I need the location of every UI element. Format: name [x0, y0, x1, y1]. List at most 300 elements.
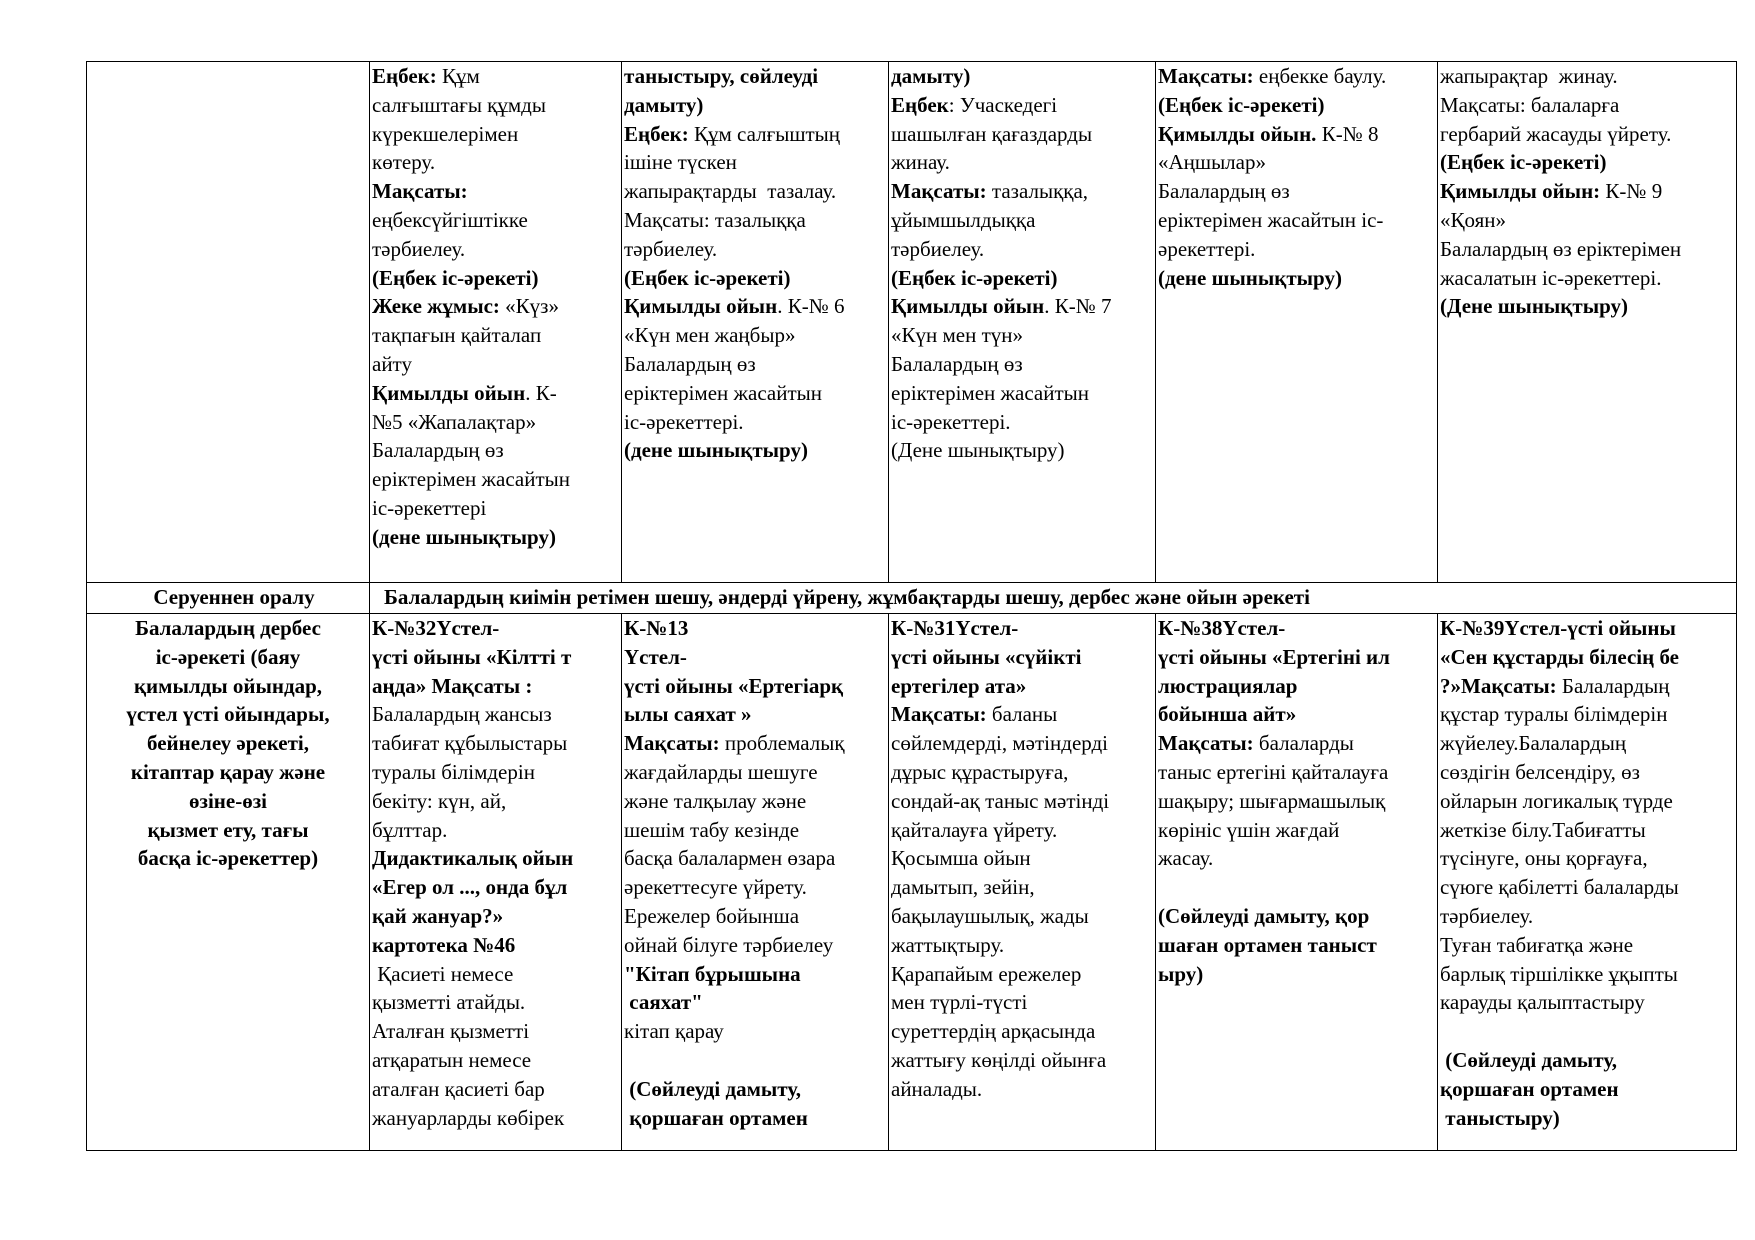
text-run: еңбекке баулу. — [1253, 64, 1387, 88]
table-cell — [1438, 62, 1737, 583]
text-run: аңда» Мақсаты : — [372, 673, 533, 698]
text-run: басқа іс-әрекеттер) — [137, 846, 319, 871]
text-line — [891, 379, 1155, 408]
text-line — [372, 235, 621, 264]
text-line — [372, 729, 621, 758]
text-line — [372, 758, 621, 787]
text-line — [1440, 931, 1736, 960]
text-line — [372, 931, 621, 960]
text-line — [372, 350, 621, 379]
text-run: жаттықтыру. — [891, 932, 1005, 957]
text-run: Еңбек: — [372, 64, 437, 88]
text-line — [1158, 758, 1437, 787]
text-run: сөйлемдерді, мәтіндерді — [891, 731, 1109, 756]
text-line — [1440, 700, 1736, 729]
text-line — [624, 960, 888, 989]
text-line — [1440, 787, 1736, 816]
text-line — [891, 816, 1155, 845]
text-line — [372, 816, 621, 845]
text-run: дамытып, зейін, — [891, 875, 1035, 900]
text-run: Мақсаты: — [372, 179, 468, 204]
text-line — [91, 700, 365, 729]
text-line — [891, 120, 1155, 149]
table-cell — [1438, 614, 1737, 1151]
text-line — [624, 120, 888, 149]
text-run: қызмет ету, тағы — [147, 817, 309, 842]
text-run: жасау. — [1158, 846, 1214, 871]
text-line — [891, 614, 1155, 643]
text-line — [891, 91, 1155, 120]
text-run: құстар туралы білімдерін — [1440, 702, 1668, 727]
text-line — [372, 902, 621, 931]
text-line — [1440, 672, 1736, 701]
text-line — [624, 177, 888, 206]
text-run: (Еңбек іс-әрекеті) — [624, 265, 791, 290]
text-run: «Күн мен түн» — [891, 323, 1024, 348]
text-run: баланы — [986, 702, 1058, 727]
text-line — [624, 408, 888, 437]
text-run: тәрбиелеу. — [891, 236, 985, 261]
text-line — [624, 787, 888, 816]
text-line — [624, 264, 888, 293]
text-run: шашылған қағаздарды — [891, 121, 1093, 146]
text-run: тазалыққа, — [986, 179, 1089, 204]
text-run: тәрбиелеу. — [1440, 903, 1534, 928]
text-run: жаттығу көңілді ойынға — [891, 1047, 1107, 1072]
text-line — [1158, 148, 1437, 177]
text-line — [624, 62, 888, 91]
text-run: Мақсаты: балаларға — [1440, 92, 1620, 117]
schedule-table — [86, 61, 1737, 1151]
text-run: дұрыс құрастыруға, — [891, 759, 1069, 784]
text-run: Қасиеті немесе — [372, 961, 514, 986]
text-run: (Еңбек іс-әрекеті) — [372, 265, 539, 290]
text-line — [1158, 844, 1437, 873]
text-run: еріктерімен жасайтын іс- — [1158, 207, 1384, 232]
text-line — [91, 729, 365, 758]
text-run: Қимылды ойын. — [1158, 121, 1317, 146]
text-line — [1158, 177, 1437, 206]
text-run: (Еңбек іс-әрекеті) — [891, 265, 1058, 290]
text-run: ішіне түскен — [624, 150, 737, 175]
text-line — [624, 902, 888, 931]
text-run: және талқылау және — [624, 788, 807, 813]
text-run: №5 «Жапалақтар» — [372, 409, 537, 434]
text-line — [1158, 62, 1437, 91]
text-line — [372, 436, 621, 465]
text-line — [1158, 672, 1437, 701]
text-line — [372, 379, 621, 408]
text-line — [624, 816, 888, 845]
text-run: (Еңбек іс-әрекеті) — [1440, 150, 1607, 175]
text-run: К-№ 9 — [1600, 179, 1663, 204]
table-cell — [889, 614, 1156, 1151]
text-run: көрініс үшін жағдай — [1158, 817, 1340, 842]
text-line — [372, 91, 621, 120]
text-run: «Аңшылар» — [1158, 150, 1266, 175]
text-run: карауды қалыптастыру — [1440, 990, 1645, 1015]
text-line — [891, 235, 1155, 264]
text-run: қимылды ойындар, — [133, 673, 323, 698]
text-run: (дене шынықтыру) — [1158, 265, 1342, 290]
text-run: атқаратын немесе — [372, 1047, 532, 1072]
text-run: Балалардың дербес — [135, 616, 321, 640]
text-run: : Учаскедегі — [948, 92, 1058, 117]
text-run: күрекшелерімен — [372, 121, 519, 146]
text-line — [624, 1104, 888, 1133]
text-run: табиғат құбылыстары — [372, 731, 568, 756]
text-line — [1158, 902, 1437, 931]
text-run: «Күн мен жаңбыр» — [624, 323, 796, 348]
text-line — [624, 350, 888, 379]
text-line — [624, 91, 888, 120]
text-line — [891, 844, 1155, 873]
text-run: проблемалық — [719, 731, 845, 756]
text-line — [1440, 62, 1736, 91]
text-line — [1440, 235, 1736, 264]
text-run: дамыту) — [624, 92, 704, 117]
text-line — [1440, 614, 1736, 643]
text-line — [372, 672, 621, 701]
text-line — [372, 988, 621, 1017]
text-run: Туған табиғатқа және — [1440, 932, 1634, 957]
text-run: шешім табу кезінде — [624, 817, 800, 842]
text-line — [891, 1046, 1155, 1075]
text-line — [1440, 643, 1736, 672]
text-line — [891, 758, 1155, 787]
text-line — [624, 614, 888, 643]
text-run: Балалардың жансыз — [372, 702, 552, 727]
text-line — [891, 988, 1155, 1017]
text-line — [372, 408, 621, 437]
text-run: ертегілер ата» — [891, 673, 1027, 698]
text-run: жасалатын іс-әрекеттері. — [1440, 265, 1662, 290]
text-run: кітап қарау — [624, 1019, 724, 1044]
text-run: айту — [372, 351, 412, 376]
text-run: Қимылды ойын — [891, 294, 1045, 319]
text-line — [1440, 177, 1736, 206]
text-run: тақпағын қайталап — [372, 323, 542, 348]
table-row — [87, 62, 1737, 583]
text-line — [624, 436, 888, 465]
text-run: «Күз» — [499, 294, 559, 319]
text-line — [891, 672, 1155, 701]
text-run: Мақсаты: тазалыққа — [624, 207, 806, 232]
text-line — [624, 873, 888, 902]
text-run: Қимылды ойын — [624, 294, 778, 319]
text-run: «Сен құстарды білесің бе — [1440, 644, 1679, 669]
text-line — [372, 494, 621, 523]
text-run: таныстыру) — [1440, 1105, 1560, 1130]
text-line — [91, 614, 365, 643]
text-run: Қимылды ойын: — [1440, 179, 1601, 204]
text-run: Балалардың өз — [372, 438, 504, 463]
text-line — [1158, 206, 1437, 235]
text-line — [891, 700, 1155, 729]
text-line — [372, 120, 621, 149]
text-line — [1158, 235, 1437, 264]
text-line — [624, 1046, 888, 1075]
table-cell — [622, 614, 889, 1151]
text-line — [624, 988, 888, 1017]
text-line — [891, 436, 1155, 465]
text-line — [1440, 960, 1736, 989]
merged-cell: Балалардың киімін ретімен шешу, әндерді үйрену, жұмбақтарды шешу, дербес және ойын әрекеті — [370, 583, 1737, 614]
text-line — [372, 292, 621, 321]
text-line — [372, 873, 621, 902]
text-run: кітаптар қарау және — [130, 759, 326, 784]
text-run: . К-№ 6 — [777, 294, 845, 319]
text-line — [372, 148, 621, 177]
text-line — [624, 672, 888, 701]
text-run: іс-әрекеттері. — [624, 409, 744, 434]
text-run: Қосымша ойын — [891, 846, 1031, 871]
text-run: ойларын логикалық түрде — [1440, 788, 1673, 813]
text-line — [1440, 1017, 1736, 1046]
text-line — [624, 148, 888, 177]
text-line — [372, 206, 621, 235]
text-line — [624, 758, 888, 787]
text-line — [372, 62, 621, 91]
text-run: "Кітап бұрышына — [624, 961, 801, 986]
text-run: әрекеттері. — [1158, 236, 1256, 261]
text-line — [624, 931, 888, 960]
text-line — [624, 1017, 888, 1046]
text-run: барлық тіршілікке ұқыпты — [1440, 961, 1678, 986]
text-line — [103, 583, 365, 612]
text-line — [372, 700, 621, 729]
text-line — [1440, 816, 1736, 845]
text-run: (Сөйлеуді дамыту, — [624, 1076, 801, 1101]
text-run: жеткізе білу.Табиғатты — [1440, 817, 1646, 842]
text-line — [372, 465, 621, 494]
text-run: Балалардың өз — [624, 351, 756, 376]
text-run: Серуеннен оралу — [153, 585, 315, 609]
text-run: ойнай білуге тәрбиелеу — [624, 932, 834, 957]
text-run: . К-№ 7 — [1044, 294, 1112, 319]
text-run: салғыштағы құмды — [372, 92, 546, 117]
text-run: Мақсаты: — [624, 731, 720, 756]
text-line — [1158, 787, 1437, 816]
text-line — [1158, 931, 1437, 960]
text-run: К-№31Үстел- — [891, 616, 1019, 640]
row-header-cell — [87, 583, 370, 614]
text-line — [891, 873, 1155, 902]
text-run: қоршаған ортамен — [624, 1105, 808, 1130]
text-line — [624, 844, 888, 873]
text-run: туралы білімдерін — [372, 759, 535, 784]
text-run: К-№32Үстел- — [372, 616, 500, 640]
text-line — [372, 264, 621, 293]
text-run: Құм салғыштың — [688, 121, 841, 146]
text-run: . К- — [525, 380, 557, 405]
text-line — [1440, 148, 1736, 177]
text-line — [891, 960, 1155, 989]
text-line — [372, 960, 621, 989]
text-run: ыру) — [1158, 961, 1204, 986]
text-run: еріктерімен жасайтын — [891, 380, 1090, 405]
text-run: сүюге қабілетті балаларды — [1440, 875, 1679, 900]
text-run: Балалардың өз — [1158, 179, 1290, 204]
text-run: бойынша айт» — [1158, 702, 1297, 727]
text-line — [372, 1075, 621, 1104]
text-run: (Сөйлеуді дамыту, — [1440, 1047, 1617, 1072]
text-line — [624, 729, 888, 758]
text-line — [372, 614, 621, 643]
text-run: «Қоян» — [1440, 207, 1507, 232]
text-run: ?»Мақсаты: — [1440, 673, 1557, 698]
text-run: (Еңбек іс-әрекеті) — [1158, 92, 1325, 117]
text-run: қайталауға үйрету. — [891, 817, 1058, 842]
text-line — [1440, 988, 1736, 1017]
text-run: ылы саяхат » — [624, 702, 752, 727]
text-run: айналады. — [891, 1076, 983, 1101]
text-run: үстел үсті ойындары, — [126, 702, 330, 727]
text-run: әрекеттесуге үйрету. — [624, 875, 807, 900]
text-line — [91, 844, 365, 873]
text-run: жапырақтарды тазалау. — [624, 179, 837, 204]
text-run: (Сөйлеуді дамыту, қор — [1158, 903, 1370, 928]
table-cell — [1156, 62, 1438, 583]
text-line — [1158, 91, 1437, 120]
text-run: Еңбек — [891, 92, 949, 117]
text-run: балаларды — [1253, 731, 1354, 756]
text-run: жапырақтар жинау. — [1440, 64, 1618, 88]
text-run: бейнелеу әрекеті, — [146, 731, 309, 756]
text-line — [624, 643, 888, 672]
text-line — [1158, 873, 1437, 902]
text-run: (дене шынықтыру) — [624, 438, 808, 463]
text-run: қоршаған ортамен — [1440, 1076, 1619, 1101]
table-cell — [370, 62, 622, 583]
text-line — [1440, 120, 1736, 149]
text-run: бекіту: күн, ай, — [372, 788, 507, 813]
text-run: Еңбек: — [624, 121, 689, 146]
text-run: тәрбиелеу. — [624, 236, 718, 261]
text-run: сөздігін белсендіру, өз — [1440, 759, 1640, 784]
text-run: «Егер ол ..., онда бұл — [372, 875, 568, 900]
text-run: жүйелеу.Балалардың — [1440, 731, 1627, 756]
text-line — [1440, 902, 1736, 931]
text-line — [1158, 816, 1437, 845]
text-line — [372, 787, 621, 816]
text-line — [372, 177, 621, 206]
text-line — [372, 1104, 621, 1133]
text-run: Қарапайым ережелер — [891, 961, 1082, 986]
text-run: еріктерімен жасайтын — [624, 380, 823, 405]
text-line — [1440, 1075, 1736, 1104]
text-run: өзіне-өзі — [189, 788, 267, 813]
text-run: картотека №46 — [372, 932, 516, 957]
text-run: іс-әрекеті (баяу — [155, 644, 301, 669]
text-run: Балалардың өз еріктерімен — [1440, 236, 1682, 261]
text-line — [1440, 1046, 1736, 1075]
text-line — [372, 1017, 621, 1046]
text-run: шақыру; шығармашылық — [1158, 788, 1386, 813]
text-line — [1440, 729, 1736, 758]
text-line — [372, 643, 621, 672]
text-run: (Дене шынықтыру) — [891, 438, 1065, 463]
text-line — [1158, 264, 1437, 293]
text-run: Қимылды ойын — [372, 380, 526, 405]
text-run: аталған қасиеті бар — [372, 1076, 545, 1101]
text-line — [891, 902, 1155, 931]
text-line — [891, 931, 1155, 960]
text-run: жинау. — [891, 150, 950, 175]
text-run: Аталған қызметті — [372, 1019, 530, 1044]
text-line — [91, 672, 365, 701]
text-run: көтеру. — [372, 150, 436, 175]
text-run: люстрациялар — [1158, 673, 1298, 698]
text-line — [891, 643, 1155, 672]
text-run: қай жануар?» — [372, 903, 504, 928]
text-run: Мақсаты: — [1158, 731, 1254, 756]
table-row — [87, 614, 1737, 1151]
text-run: Ережелер бойынша — [624, 903, 800, 928]
text-run: К-№39Үстел-үсті ойыны — [1440, 616, 1676, 640]
text-line — [891, 1075, 1155, 1104]
text-run: (дене шынықтыру) — [372, 524, 556, 549]
text-line — [91, 816, 365, 845]
text-line — [624, 235, 888, 264]
text-run: К-№13 — [624, 616, 689, 640]
text-line — [624, 1075, 888, 1104]
text-run: іс-әрекеттері — [372, 495, 487, 520]
text-run: Үстел- — [624, 644, 687, 669]
table-cell — [622, 62, 889, 583]
text-run: үсті ойыны «Кілтті т — [372, 644, 572, 669]
text-line — [1158, 614, 1437, 643]
text-line — [1440, 844, 1736, 873]
text-line — [891, 148, 1155, 177]
text-line — [624, 379, 888, 408]
text-run: шаған ортамен таныст — [1158, 932, 1377, 957]
text-run: (Дене шынықтыру) — [1440, 294, 1629, 319]
text-line — [1158, 960, 1437, 989]
text-run: Балалардың — [1556, 673, 1670, 698]
table-cell — [1156, 614, 1438, 1151]
text-line — [372, 1046, 621, 1075]
text-line — [891, 292, 1155, 321]
text-run: жануарларды көбірек — [372, 1105, 565, 1130]
text-line — [891, 787, 1155, 816]
text-line — [1158, 700, 1437, 729]
text-line — [372, 523, 621, 552]
text-run: Мақсаты: — [891, 179, 987, 204]
text-run: Жеке жұмыс: — [372, 294, 500, 319]
text-run: сондай-ақ таныс мәтінді — [891, 788, 1110, 813]
text-line — [891, 177, 1155, 206]
text-run: Мақсаты: — [891, 702, 987, 727]
text-run: еңбексүйгіштікке — [372, 207, 528, 232]
text-run: ұйымшылдыққа — [891, 207, 1036, 232]
table-cell — [370, 614, 622, 1151]
text-line — [624, 700, 888, 729]
text-run: Дидактикалық ойын — [372, 846, 574, 871]
text-line — [1440, 292, 1736, 321]
text-line — [1158, 120, 1437, 149]
text-line — [91, 758, 365, 787]
text-line — [91, 643, 365, 672]
text-run: таныс ертегіні қайталауға — [1158, 759, 1389, 784]
table-row — [87, 583, 1737, 614]
text-run: бақылаушылық, жады — [891, 903, 1089, 928]
text-run: бұлттар. — [372, 817, 448, 842]
text-run: тәрбиелеу. — [372, 236, 466, 261]
text-line — [1440, 873, 1736, 902]
text-line — [891, 729, 1155, 758]
text-run: басқа балалармен өзара — [624, 846, 836, 871]
